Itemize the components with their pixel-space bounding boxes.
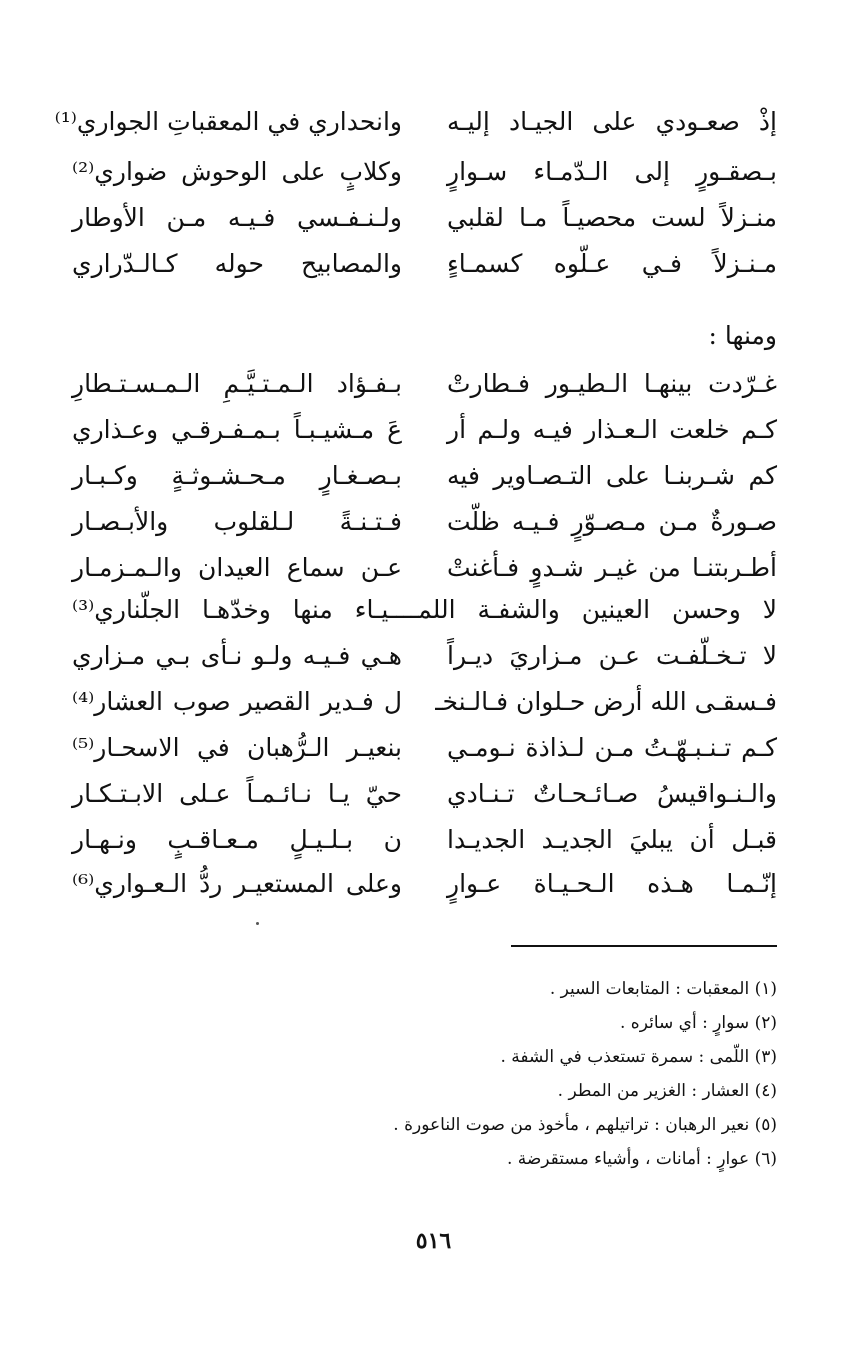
verse-line bbox=[72, 771, 777, 817]
second-hemistich: وعلى المستعيـر ردُّ الـعـواري⁽⁶⁾ bbox=[72, 869, 402, 898]
verse-line bbox=[72, 545, 777, 591]
verse-line bbox=[72, 195, 777, 241]
top-poem bbox=[54, 99, 777, 283]
first-hemistich: لا تـخـلّفـت عـن مـزاريَ ديـراً bbox=[447, 641, 777, 670]
second-hemistich: وانحداري في المعقباتِ الجواري⁽¹⁾ bbox=[54, 107, 402, 136]
footnote: (١) المعقبات : المتابعات السير . bbox=[549, 979, 777, 999]
footnote: (٤) العشار : الغزير من المطر . bbox=[557, 1081, 777, 1101]
first-hemistich: فـسقـى الله أرض حـلوان فـالـنخـ bbox=[435, 687, 777, 716]
page-number: ٥١٦ bbox=[415, 1228, 452, 1254]
verse-line bbox=[72, 861, 777, 907]
first-hemistich: قبـل أن يبليَ الجديـد الجديـدا bbox=[447, 825, 777, 854]
first-hemistich: أطـربتنـا من غيـر شـدوٍ فـأغنتْ bbox=[447, 553, 777, 582]
first-hemistich: غـرّدت بينهـا الـطيـور فـطارتْ bbox=[447, 369, 777, 398]
second-hemistich: عـن سماع العيدان والـمـزمـار bbox=[72, 553, 402, 582]
first-hemistich: كـم تـنـبـهّـتُ مـن لـذاذة نـومـي bbox=[447, 733, 777, 762]
ink-speck bbox=[256, 922, 259, 925]
verse-line bbox=[72, 725, 777, 771]
second-hemistich: ولـنـفـسي فـيـه مـن الأوطار bbox=[72, 203, 402, 232]
first-hemistich: كم شـربنـا على التـصـاوير فيه bbox=[447, 461, 777, 490]
section-intro: ومنها : bbox=[708, 321, 777, 350]
main-poem bbox=[72, 361, 777, 901]
verse-line bbox=[72, 633, 777, 679]
footnote: (٢) سوارٍ : أي سائره . bbox=[620, 1013, 777, 1033]
second-hemistich: ن بـلـيـلٍ مـعـاقـبٍ ونـهـار bbox=[72, 825, 402, 854]
verse-line bbox=[72, 817, 777, 863]
verse-line bbox=[72, 407, 777, 453]
verse-line bbox=[72, 679, 777, 725]
first-hemistich: إذْ صعـودي على الجيـاد إليـه bbox=[447, 107, 777, 136]
footnote: (٦) عوارٍ : أمانات ، وأشياء مستقرضة . bbox=[506, 1149, 777, 1169]
second-hemistich: وكلابٍ على الوحوش ضواري⁽²⁾ bbox=[72, 157, 402, 186]
first-hemistich: مـنـزلاً فـي عـلّوه كسمـاءٍ bbox=[447, 249, 777, 278]
verse-line bbox=[72, 499, 777, 545]
second-hemistich: بـصـغـارٍ مـحـشـوثـةٍ وكـبـار bbox=[72, 461, 402, 490]
second-hemistich: فـتـنـةً لـلقلوب والأبـصـار bbox=[72, 507, 402, 536]
verse-line bbox=[72, 149, 777, 195]
footnotes bbox=[277, 972, 777, 1176]
verse-line bbox=[54, 99, 777, 145]
verse-line bbox=[72, 241, 777, 287]
second-hemistich: بنعيـر الـرُّهبان في الاسحـار⁽⁵⁾ bbox=[72, 733, 402, 762]
first-hemistich: كـم خلعت الـعـذار فيـه ولـم أر bbox=[447, 415, 777, 444]
first-hemistich: صـورةٌ مـن مـصـوّرٍ فـيـه ظلّت bbox=[447, 507, 777, 536]
second-hemistich: هـي فـيـه ولـو نـأى بـي مـزاري bbox=[72, 641, 402, 670]
first-hemistich: منـزلاً لست محصيـاً مـا لقلبي bbox=[447, 203, 777, 232]
second-hemistich: بـفـؤاد الـمـتـيَّـمِ الـمـسـتـطارِ bbox=[72, 369, 402, 398]
first-hemistich: إنّـمـا هـذه الـحـيـاة عـوارٍ bbox=[447, 869, 777, 898]
verse-line bbox=[72, 361, 777, 407]
verse-line bbox=[72, 453, 777, 499]
first-hemistich: بـصقـورٍ إلى الـدّمـاء سـوارٍ bbox=[447, 157, 777, 186]
footnote: (٣) اللّمى : سمرة تستعذب في الشفة . bbox=[500, 1047, 777, 1067]
second-hemistich: والمصابيح حوله كـالـدّراري bbox=[72, 249, 402, 278]
second-hemistich: ل فـدير القصير صوب العشار⁽⁴⁾ bbox=[72, 687, 402, 716]
second-hemistich: عَ مـشيـبـاً بـمـفـرقـي وعـذاري bbox=[72, 415, 402, 444]
footnote: (٥) نعير الرهبان : تراتيلهم ، مأخوذ من صوت الناعورة . bbox=[393, 1115, 777, 1135]
second-hemistich: حيّ يـا نـائـمـاً عـلى الابـتـكـار bbox=[72, 779, 402, 808]
footnote-divider bbox=[511, 945, 777, 947]
full-line-verse: لا وحسن العينين والشفـة اللمــــيـاء منها وخدّهـا الجلّناري⁽³⁾ bbox=[72, 595, 777, 624]
first-hemistich: والـنـواقيسُ صـائـحـاتٌ تـنـادي bbox=[447, 779, 777, 808]
verse-line bbox=[72, 587, 777, 633]
